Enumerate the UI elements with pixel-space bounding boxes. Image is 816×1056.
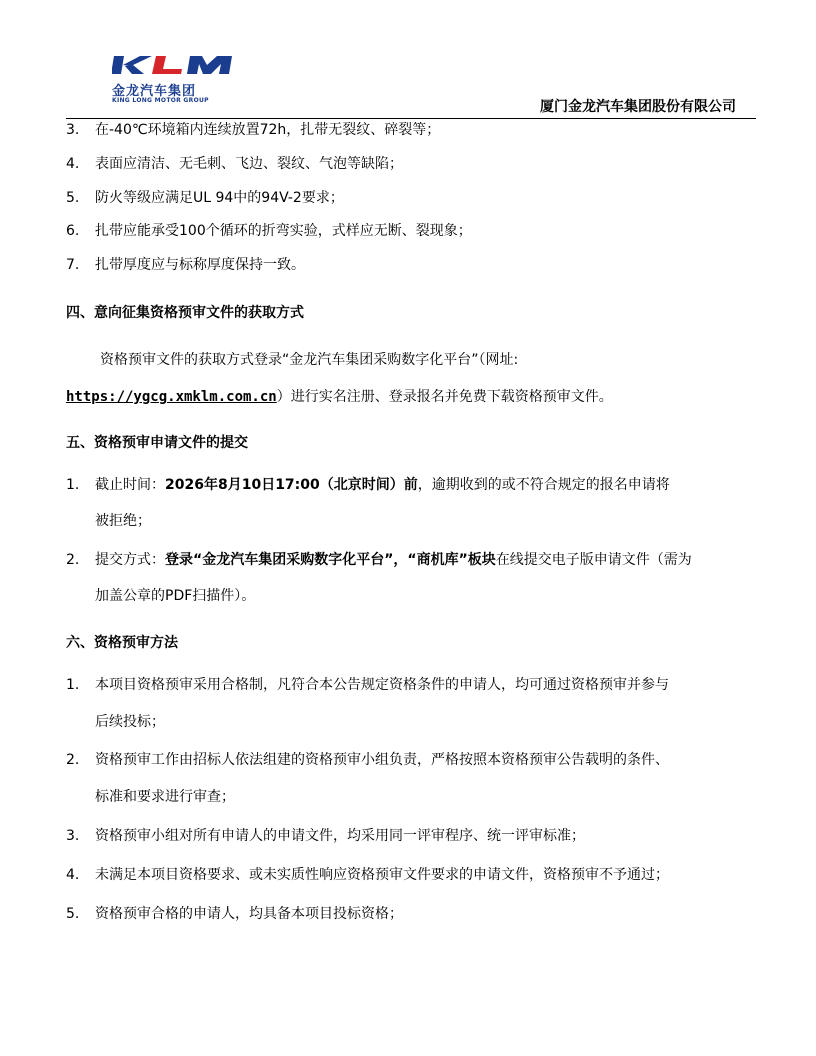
list-item	[66, 189, 344, 207]
list-number: 5.	[66, 190, 80, 206]
list-item-continuation: 标准和要求进行审查；	[95, 789, 235, 805]
list-number: 2.	[66, 752, 80, 768]
list-number: 5.	[66, 906, 80, 922]
list-number: 4.	[66, 156, 80, 172]
list-text: 资格预审合格的申请人，均具备本项目投标资格；	[95, 906, 403, 922]
list-item	[66, 827, 585, 845]
paragraph-text: ）进行实名注册、登录报名并免费下载资格预审文件。	[276, 389, 613, 405]
list-item-continuation: 被拒绝；	[95, 513, 151, 529]
company-logo	[112, 52, 242, 102]
list-number: 1.	[66, 677, 80, 693]
header-divider	[66, 118, 756, 119]
list-item	[66, 222, 472, 240]
list-text: 未满足本项目资格要求、或未实质性响应资格预审文件要求的申请文件，资格预审不予通过；	[95, 867, 669, 883]
list-item	[66, 551, 692, 569]
klm-logo-mark	[112, 52, 236, 78]
paragraph-line: 资格预审文件的获取方式登录“金龙汽车集团采购数字化平台”（网址:	[100, 352, 519, 368]
logo-english-name: KING LONG MOTOR GROUP	[112, 97, 209, 104]
list-text: 扎带厚度应与标称厚度保持一致。	[95, 257, 305, 273]
list-item	[66, 751, 669, 769]
list-item	[66, 476, 670, 494]
section-heading-5: 五、资格预审申请文件的提交	[66, 435, 248, 451]
list-number: 2.	[66, 552, 80, 568]
list-number: 7.	[66, 257, 80, 273]
list-number: 1.	[66, 477, 80, 493]
list-item	[66, 155, 403, 173]
list-item	[66, 866, 669, 884]
list-text: ，逾期收到的或不符合规定的报名申请将	[417, 477, 670, 493]
list-text: 本项目资格预审采用合格制，凡符合本公告规定资格条件的申请人，均可通过资格预审并参与	[95, 677, 669, 693]
list-text: 扎带应能承受100个循环的折弯实验，式样应无断、裂现象；	[95, 223, 472, 239]
list-item-continuation: 加盖公章的PDF扫描件）。	[95, 588, 256, 604]
list-item	[66, 256, 305, 274]
list-text: 提交方式：	[95, 552, 165, 568]
list-item	[66, 121, 440, 139]
list-number: 3.	[66, 122, 80, 138]
list-number: 3.	[66, 828, 80, 844]
list-number: 6.	[66, 223, 80, 239]
list-text: 在-40℃环境箱内连续放置72h，扎带无裂纹、碎裂等；	[95, 122, 441, 138]
list-number: 4.	[66, 867, 80, 883]
list-text: 在线提交电子版申请文件（需为	[495, 552, 692, 568]
list-item	[66, 905, 403, 923]
platform-url-link[interactable]: https://ygcg.xmklm.com.cn	[66, 389, 277, 405]
list-item	[66, 676, 669, 694]
section-heading-6: 六、资格预审方法	[66, 635, 178, 651]
submission-method-text: 登录“金龙汽车集团采购数字化平台”，“商机库”板块	[165, 552, 496, 568]
list-text: 资格预审小组对所有申请人的申请文件，均采用同一评审程序、统一评审标准；	[95, 828, 585, 844]
logo-chinese-name: 金龙汽车集团	[112, 84, 197, 99]
deadline-text: 2026年8月10日17:00（北京时间）前	[165, 477, 418, 493]
list-item-continuation: 后续投标；	[95, 714, 165, 730]
company-name: 厦门金龙汽车集团股份有限公司	[540, 99, 736, 115]
list-text: 表面应清洁、无毛刺、飞边、裂纹、气泡等缺陷；	[95, 156, 403, 172]
list-text: 防火等级应满足UL 94中的94V-2要求；	[95, 190, 344, 206]
list-text: 资格预审工作由招标人依法组建的资格预审小组负责，严格按照本资格预审公告载明的条件、	[95, 752, 669, 768]
section-heading-4: 四、意向征集资格预审文件的获取方式	[66, 305, 304, 321]
list-text: 截止时间：	[95, 477, 165, 493]
paragraph-line	[66, 388, 613, 406]
